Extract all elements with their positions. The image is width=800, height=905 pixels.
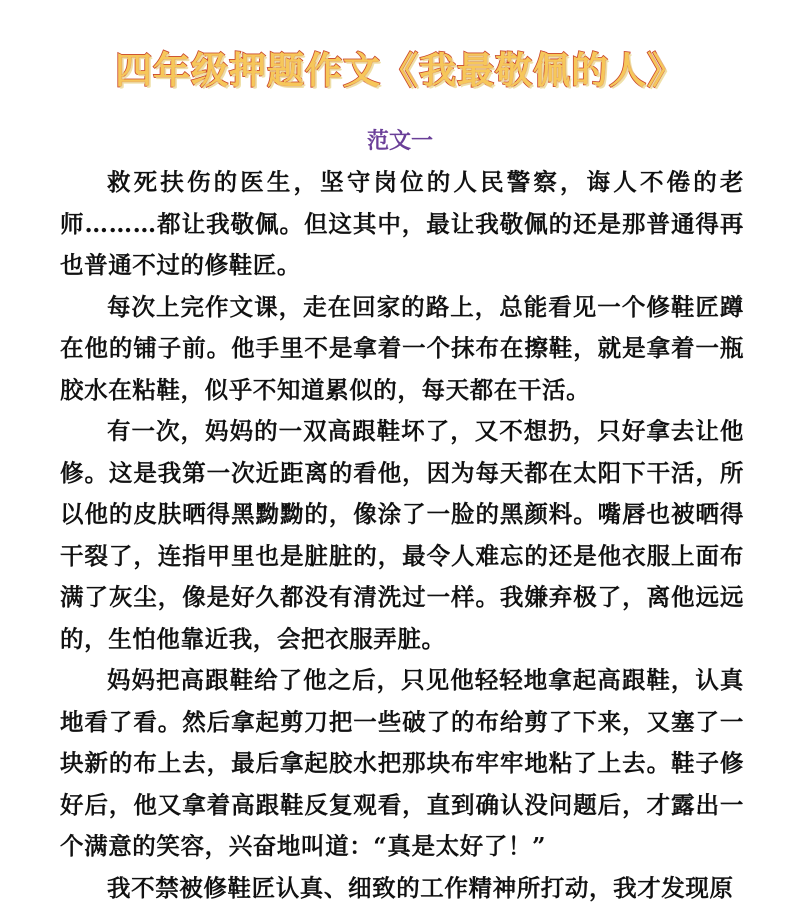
essay-body — [60, 162, 744, 905]
essay-subtitle: 范文一 — [366, 128, 433, 154]
paragraph-3: 有一次，妈妈的一双高跟鞋坏了，又不想扔，只好拿去让他修。这是我第一次近距离的看他，因为每天都在太阳下干活，所以他的皮肤晒得黑黝黝的，像涂了一脸的黑颜料。嘴唇也被晒得干裂了，连指甲里也是脏脏的，最令人难忘的还是他衣服上面布满了灰尘，像是好久都没有清洗过一样。我嫌弃极了，离他远远的，生怕他靠近我，会把衣服弄脏。 — [60, 417, 744, 653]
paragraph-4: 妈妈把高跟鞋给了他之后，只见他轻轻地拿起高跟鞋，认真地看了看。然后拿起剪刀把一些破了的布给剪了下来，又塞了一块新的布上去，最后拿起胶水把那块布牢牢地粘了上去。鞋子修好后，他又拿着高跟鞋反复观看，直到确认没问题后，才露出一个满意的笑容，兴奋地叫道：“真是太好了！” — [60, 666, 744, 860]
paragraph-5: 我不禁被修鞋匠认真、细致的工作精神所打动，我才发现原 — [107, 873, 734, 902]
paragraph-2: 每次上完作文课，走在回家的路上，总能看见一个修鞋匠蹲在他的铺子前。他手里不是拿着一个抹布在擦鞋，就是拿着一瓶胶水在粘鞋，似乎不知道累似的，每天都在干活。 — [60, 292, 744, 404]
paragraph-1: 救死扶伤的医生，坚守岗位的人民警察，诲人不倦的老师………都让我敬佩。但这其中，最让我敬佩的还是那普通得再也普通不过的修鞋匠。 — [60, 168, 744, 279]
document-title: 四年级押题作文《我最敬佩的人》 — [115, 49, 685, 92]
